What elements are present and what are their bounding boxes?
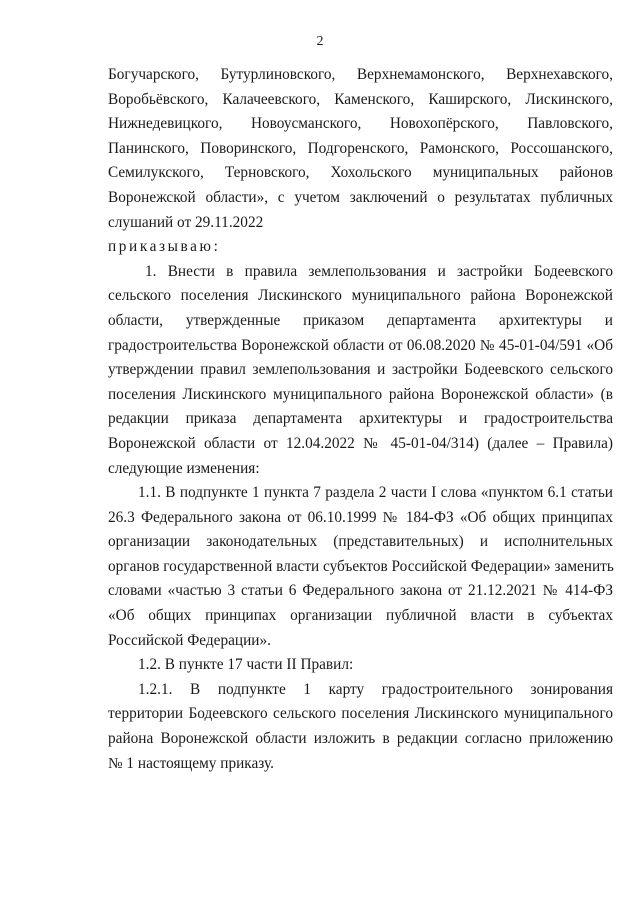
text-line: органов государственной власти субъектов Российской Федерации» заменить: [108, 557, 614, 575]
text-line: Воробьёвского, Калачеевского, Каменского, Каширского, Лискинского,: [108, 90, 613, 108]
text-line: «Об общих принципах организации публичной власти в субъектах: [108, 607, 613, 625]
text-line: утверждении правил землепользования и застройки Бодеевского сельского: [108, 361, 613, 379]
text-line: Российской Федерации».: [108, 631, 271, 649]
order-word: приказываю:: [108, 238, 221, 256]
text-line: 1.1. В подпункте 1 пункта 7 раздела 2 части I слова «пунктом 6.1 статьи: [138, 484, 613, 502]
text-line: № 1 настоящему приказу.: [108, 754, 274, 772]
text-line: редакции приказа департамента архитектуры и градостроительства: [108, 410, 613, 428]
text-line: Панинского, Поворинского, Подгоренского, Рамонского, Россошанского,: [108, 139, 613, 157]
text-line: Воронежской области от 12.04.2022 № 45-01-04/314) (далее – Правила): [108, 434, 613, 452]
text-line: территории Бодеевского сельского поселения Лискинского муниципального: [108, 705, 613, 723]
text-line: следующие изменения:: [108, 459, 260, 477]
page-number: 2: [316, 34, 324, 49]
text-line: организации законодательных (представительных) и исполнительных: [108, 533, 613, 551]
text-line: Нижнедевицкого, Новоусманского, Новохопёрского, Павловского,: [108, 115, 613, 133]
text-line: 1.2.1. В подпункте 1 карту градостроительного зонирования: [138, 680, 613, 698]
text-line: градостроительства Воронежской области от 06.08.2020 № 45-01-04/591 «Об: [108, 336, 613, 354]
text-line: поселения Лискинского муниципального района Воронежской области» (в: [108, 385, 613, 403]
text-line: района Воронежской области изложить в редакции согласно приложению: [108, 730, 613, 748]
text-line: Богучарского, Бутурлиновского, Верхнемамонского, Верхнехавского,: [108, 66, 613, 83]
text-line: 1. Внести в правила землепользования и застройки Бодеевского: [145, 262, 613, 280]
text-line: области, утвержденные приказом департамента архитектуры и: [108, 311, 613, 329]
document-body: [108, 63, 613, 776]
text-line: Семилукского, Терновского, Хохольского муниципальных районов: [108, 164, 613, 182]
text-line: Воронежской области», с учетом заключений о результатах публичных: [108, 188, 613, 206]
text-line: 1.2. В пункте 17 части II Правил:: [138, 656, 354, 674]
text-line: 26.3 Федерального закона от 06.10.1999 № 184-ФЗ «Об общих принципах: [108, 508, 613, 526]
text-line: слушаний от 29.11.2022: [108, 213, 264, 231]
text-line: сельского поселения Лискинского муниципального района Воронежской: [108, 287, 613, 305]
text-line: словами «частью 3 статьи 6 Федерального закона от 21.12.2021 № 414-ФЗ: [108, 582, 613, 600]
